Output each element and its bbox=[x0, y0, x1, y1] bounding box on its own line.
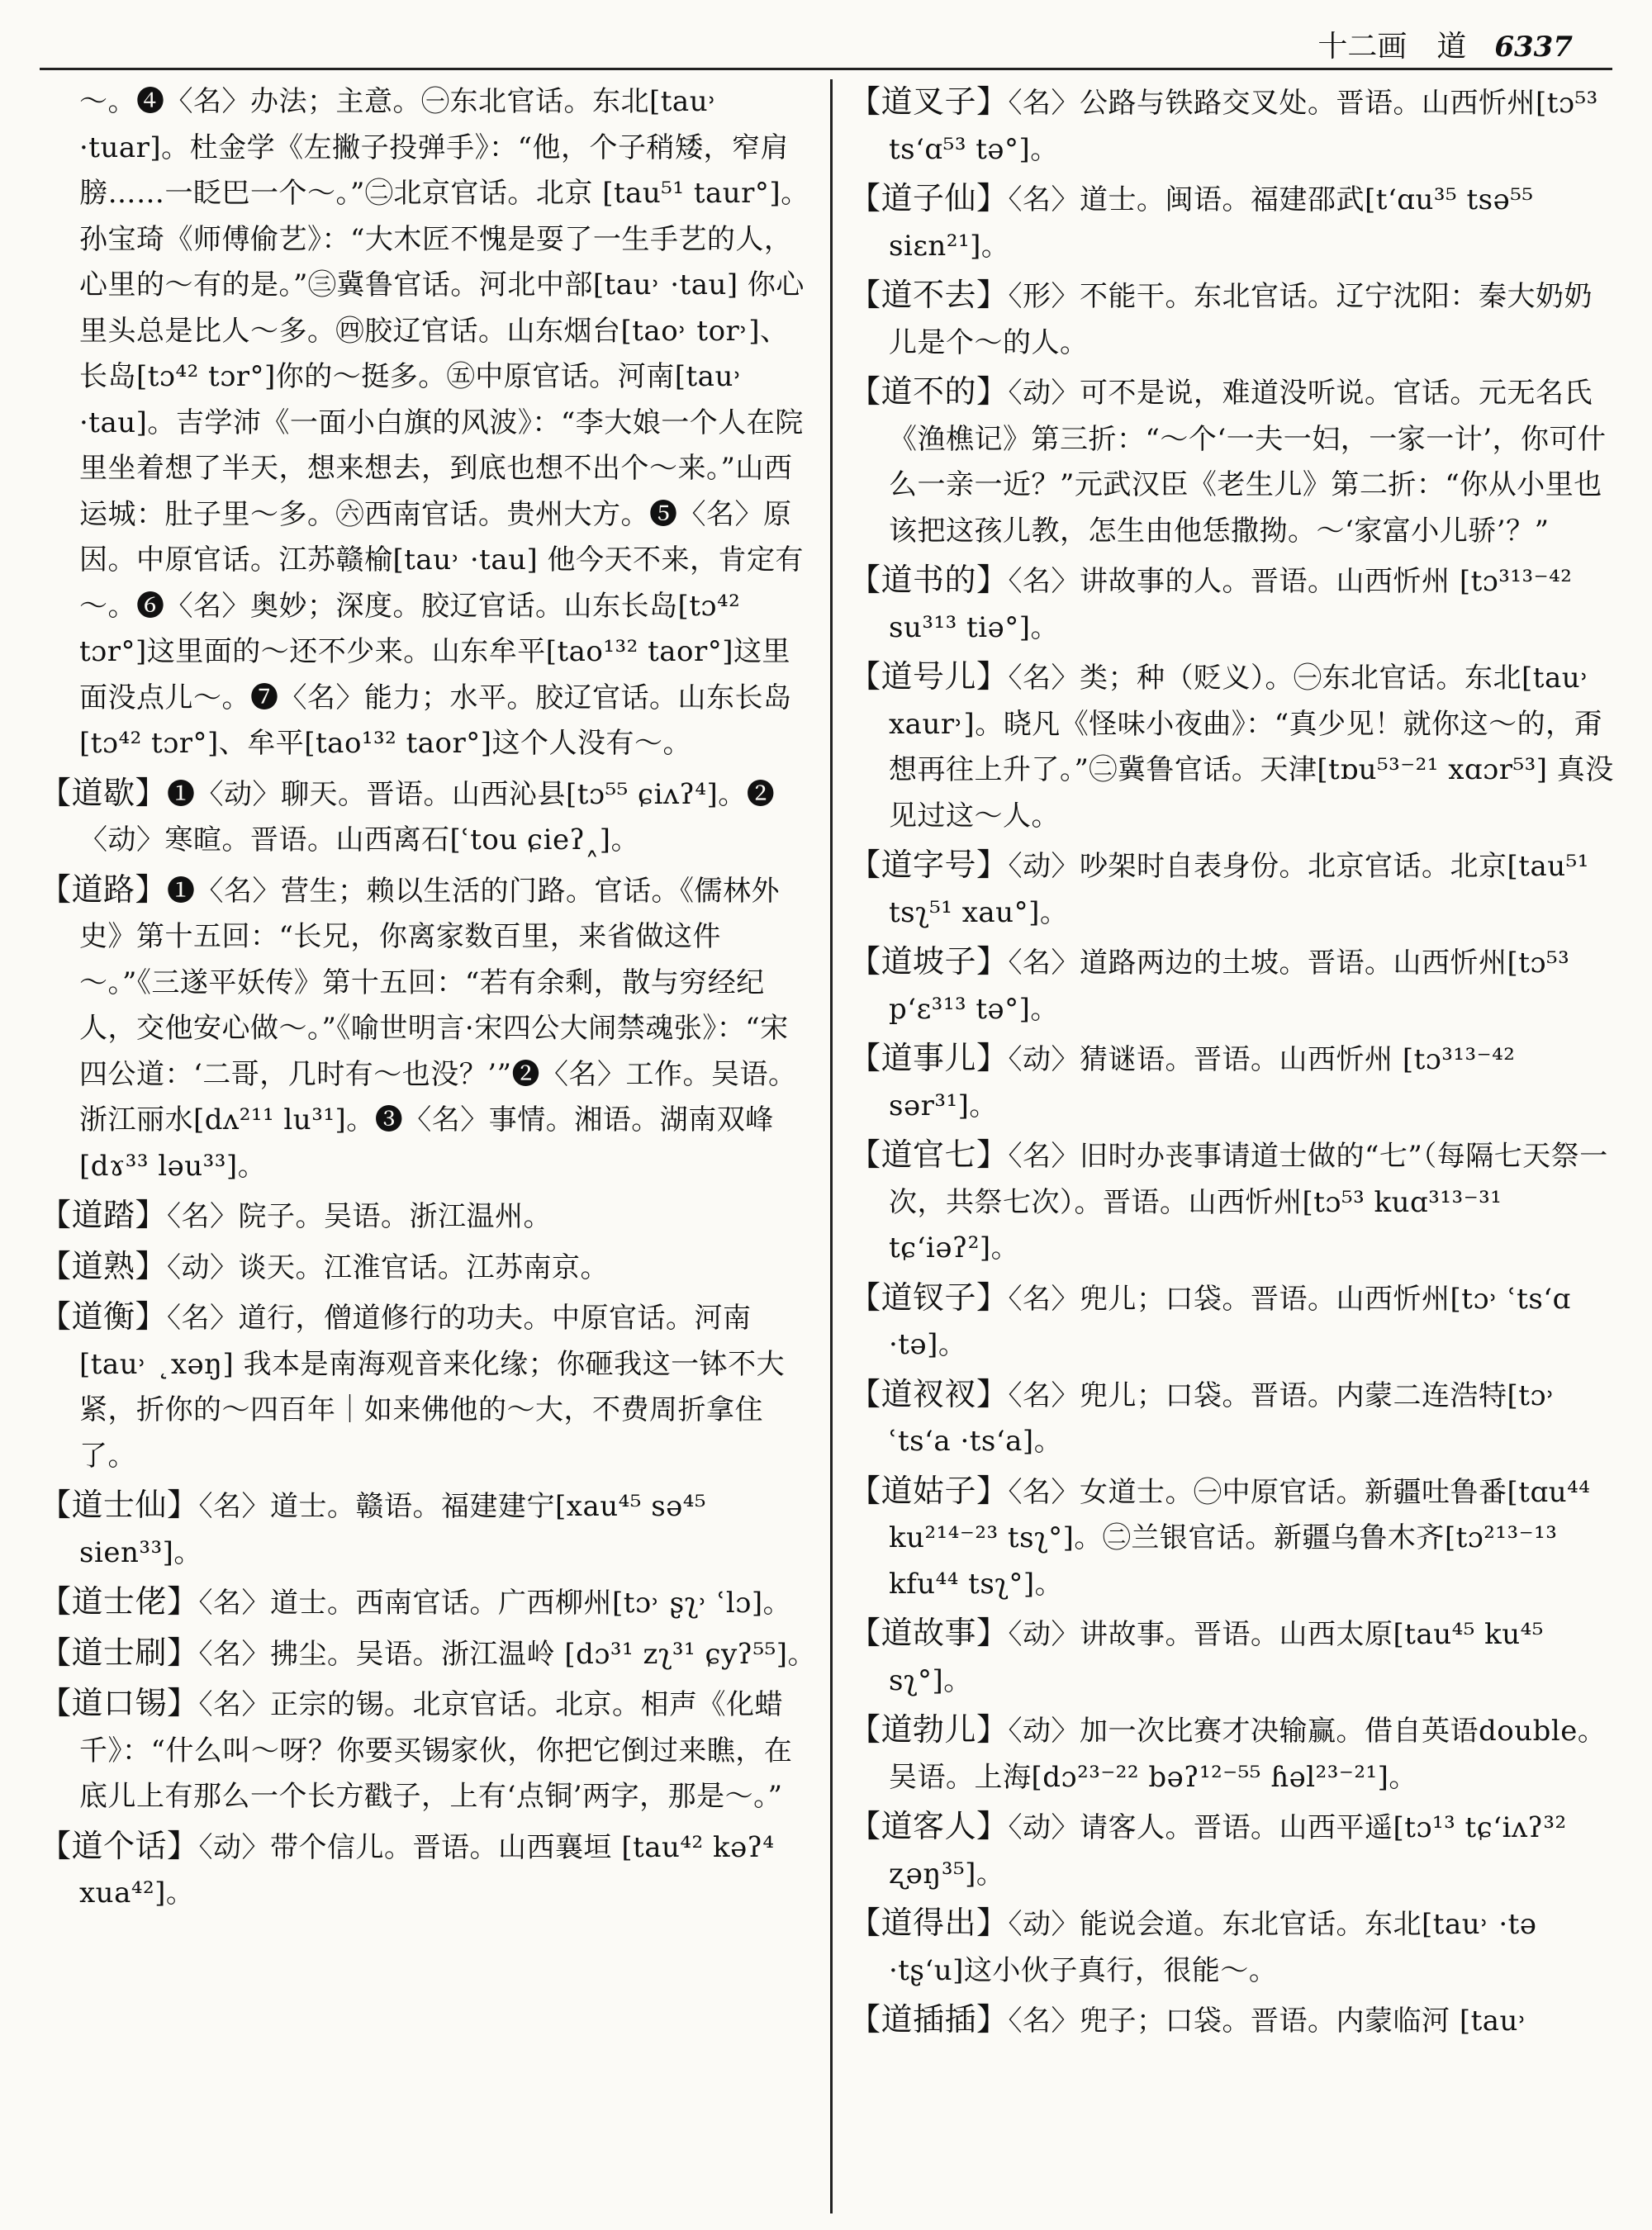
entry-headword: 【道叉子】 bbox=[849, 83, 1009, 120]
entry-definition: 〈名〉讲故事的人。晋语。山西忻州 [tɔ³¹³⁻⁴² su³¹³ tiə°]。 bbox=[889, 565, 1573, 644]
entry-headword: 【道号儿】 bbox=[849, 658, 1009, 695]
dictionary-entry bbox=[849, 939, 1619, 1032]
dictionary-entry bbox=[40, 1193, 816, 1241]
dictionary-entry bbox=[849, 1997, 1619, 2045]
entry-headword: 【道士刷】 bbox=[40, 1634, 199, 1671]
entry-headword: 【道姑子】 bbox=[849, 1472, 1009, 1509]
entry-headword: 【道口锡】 bbox=[40, 1685, 199, 1721]
entry-definition: 〈动〉请客人。晋语。山西平遥[tɔ¹³ tɕʻiʌʔ³² ʐəŋ³⁵]。 bbox=[889, 1811, 1567, 1891]
dictionary-entry bbox=[849, 79, 1619, 173]
entry-definition: 〈名〉旧时办丧事请道士做的“七”（每隔七天祭一次，共祭七次）。晋语。山西忻州[tɔ⁵³ kuɑ³¹³⁻³¹ tɕʻiəʔ²]。 bbox=[889, 1140, 1608, 1264]
entry-definition: 〈名〉兜子；口袋。晋语。内蒙临河 [tau˒ bbox=[1008, 2005, 1527, 2038]
entry-headword: 【道衡】 bbox=[40, 1298, 168, 1335]
dictionary-entry bbox=[849, 1804, 1619, 1897]
dictionary-entry bbox=[849, 1468, 1619, 1608]
dictionary-entry bbox=[849, 176, 1619, 269]
dictionary-entry bbox=[849, 1372, 1619, 1465]
entry-headword: 【道个话】 bbox=[40, 1827, 199, 1864]
entry-definition: ❶〈名〉营生；赖以生活的门路。官话。《儒林外史》第十五回：“长兄，你离家数百里，来省做这件～。”《三遂平妖传》第十五回：“若有余剩，散与穷经纪人，交他安心做～。”《喻世明言·宋四公大闹禁魂张》：“宋四公道：‘二哥，几时有～也没？’”❷〈名〉工作。吴语。浙江丽水[dʌ²¹¹ lu³¹]。❸〈名〉事情。湘语。湖南双峰[dɤ³³ ləu³³]。 bbox=[79, 874, 797, 1183]
entry-definition: 〈形〉不能干。东北官话。辽宁沈阳：秦大奶奶儿是个～的人。 bbox=[889, 280, 1593, 359]
entry-definition: 〈名〉道路两边的土坡。晋语。山西忻州[tɔ⁵³ pʻɛ³¹³ tə°]。 bbox=[889, 947, 1570, 1026]
entry-definition: 〈名〉兜儿；口袋。晋语。内蒙二连浩特[tɔ˒ ʿtsʻa ·tsʻa]。 bbox=[889, 1378, 1555, 1458]
entry-definition: 〈名〉女道士。㊀中原官话。新疆吐鲁番[tɑu⁴⁴ ku²¹⁴⁻²³ tsʅ°]。㊁兰银官话。新疆乌鲁木齐[tɔ²¹³⁻¹³ kfu⁴⁴ tsʅ°]。 bbox=[889, 1475, 1591, 1601]
entry-headword: 【道官七】 bbox=[849, 1136, 1009, 1173]
dictionary-entry bbox=[849, 654, 1619, 839]
entry-headword: 【道士佬】 bbox=[40, 1583, 199, 1620]
entry-definition: 〈动〉能说会道。东北官话。东北[tau˒ ·tə ·tʂʻu]这小伙子真行，很能～。 bbox=[889, 1908, 1537, 1987]
entry-headword: 【道衩衩】 bbox=[849, 1375, 1009, 1412]
column-divider bbox=[830, 79, 833, 2213]
dictionary-entry bbox=[40, 1244, 816, 1292]
dictionary-entry bbox=[40, 1824, 816, 1917]
entry-headword: 【道故事】 bbox=[849, 1615, 1009, 1651]
dictionary-entry bbox=[849, 558, 1619, 651]
entry-definition: 〈名〉拂尘。吴语。浙江温岭 [dɔ³¹ zʅ³¹ ɕyʔ⁵⁵]。 bbox=[198, 1637, 816, 1671]
entry-headword: 【道踏】 bbox=[40, 1197, 168, 1233]
entry-definition: 〈名〉公路与铁路交叉处。晋语。山西忻州[tɔ⁵³ tsʻɑ⁵³ tə°]。 bbox=[889, 87, 1598, 166]
entry-headword: 【道钗子】 bbox=[849, 1279, 1009, 1316]
entry-definition: ～。❹〈名〉办法；主意。㊀东北官话。东北[tau˒ ·tuar]。杜金学《左撇子投弹手》：“他，个子稍矮，窄肩膀……一眨巴一个～。”㊁北京官话。北京 [tau⁵¹ taur°]。孙宝琦《师傅偷艺》：“大木匠不愧是耍了一生手艺的人，心里的～有的是。”㊂冀鲁官话。河北中部[tau˒ ·tau] 你心里头总是比人～多。㊃胶辽官话。山东烟台[tao˒ tor˒]、长岛[tɔ⁴² tɔr°]你的～挺多。㊄中原官话。河南[tau˒ ·tau]。吉学沛《一面小白旗的风波》：“李大娘一个人在院里坐着想了半天，想来想去，到底也想不出个～来。”山西运城：肚子里～多。㊅西南官话。贵州大方。❺〈名〉原因。中原官话。江苏赣榆[tau˒ ·tau] 他今天不来，肯定有～。❻〈名〉奥妙；深度。胶辽官话。山东长岛[tɔ⁴² tɔr°]这里面的～还不少来。山东牟平[tao¹³² taor°]这里面没点儿～。❼〈名〉能力；水平。胶辽官话。山东长岛[tɔ⁴² tɔr°]、牟平[tao¹³² taor°]这个人没有～。 bbox=[79, 85, 809, 760]
entry-definition: 〈名〉类；种（贬义）。㊀东北官话。东北[tau˒ xaur˒]。晓凡《怪味小夜曲》：“真少见！就你这～的，甭想再往上升了。”㊁冀鲁官话。天津[tɒu⁵³⁻²¹ xɑɔr⁵³] 真没见过这～人。 bbox=[889, 662, 1614, 833]
entry-definition: 〈动〉加一次比赛才决输赢。借自英语double。吴语。上海[dɔ²³⁻²² bəʔ¹²⁻⁵⁵ ɦəl²³⁻²¹]。 bbox=[889, 1715, 1607, 1794]
entry-headword: 【道士仙】 bbox=[40, 1487, 199, 1523]
entry-definition: 〈名〉正宗的锡。北京官话。北京。相声《化蜡千》：“什么叫～呀？你要买锡家伙，你把它倒过来瞧，在底儿上有那么一个长方戳子，上有‘点铜’两字，那是～。” bbox=[79, 1688, 793, 1813]
entry-headword: 【道得出】 bbox=[849, 1905, 1009, 1941]
dictionary-entry bbox=[849, 273, 1619, 366]
entry-headword: 【道书的】 bbox=[849, 562, 1009, 598]
section-title: 十二画 道 bbox=[1317, 30, 1467, 64]
entry-headword: 【道歇】 bbox=[40, 774, 168, 811]
running-head bbox=[1317, 23, 1573, 65]
dictionary-entry bbox=[849, 1036, 1619, 1129]
entry-headword: 【道勃儿】 bbox=[849, 1711, 1009, 1748]
entry-headword: 【道客人】 bbox=[849, 1808, 1009, 1844]
entry-headword: 【道不去】 bbox=[849, 277, 1009, 313]
entry-definition: 〈名〉院子。吴语。浙江温州。 bbox=[167, 1200, 553, 1233]
left-column bbox=[40, 79, 816, 2213]
dictionary-entry bbox=[40, 867, 816, 1190]
dictionary-entry bbox=[40, 1483, 816, 1576]
entry-continuation bbox=[40, 79, 816, 767]
right-column bbox=[849, 79, 1619, 2213]
dictionary-entry bbox=[849, 1900, 1619, 1994]
header-rule bbox=[40, 68, 1612, 70]
entry-headword: 【道熟】 bbox=[40, 1247, 168, 1284]
entry-headword: 【道坡子】 bbox=[849, 943, 1009, 980]
entry-definition: 〈动〉谈天。江淮官话。江苏南京。 bbox=[167, 1250, 610, 1284]
entry-definition: 〈名〉道士。闽语。福建邵武[tʻɑu³⁵ tsə⁵⁵ siɛn²¹]。 bbox=[889, 183, 1534, 263]
entry-headword: 【道路】 bbox=[40, 871, 168, 908]
dictionary-entry bbox=[40, 1294, 816, 1479]
entry-definition: 〈动〉讲故事。晋语。山西太原[tau⁴⁵ ku⁴⁵ sʅ°]。 bbox=[889, 1618, 1544, 1697]
dictionary-entry bbox=[849, 1611, 1619, 1704]
entry-definition: 〈名〉道士。西南官话。广西柳州[tɔ˒ ʂʅ˒ ʿlɔ]。 bbox=[198, 1587, 792, 1620]
entry-definition: 〈动〉吵架时自表身份。北京官话。北京[tau⁵¹ tsʅ⁵¹ xau°]。 bbox=[889, 850, 1589, 929]
entry-definition: 〈动〉猜谜语。晋语。山西忻州 [tɔ³¹³⁻⁴² sər³¹]。 bbox=[889, 1043, 1516, 1122]
entry-headword: 【道子仙】 bbox=[849, 180, 1009, 216]
dictionary-entry bbox=[40, 1681, 816, 1820]
page-number: 6337 bbox=[1494, 31, 1573, 64]
entry-definition: ❶〈动〉聊天。晋语。山西沁县[tɔ⁵⁵ ɕiʌʔ⁴]。❷〈动〉寒暄。晋语。山西离石[ʿtou ɕieʔ˰]。 bbox=[79, 777, 776, 856]
entry-definition: 〈名〉道士。赣语。福建建宁[xau⁴⁵ sə⁴⁵ sien³³]。 bbox=[79, 1490, 707, 1569]
dictionary-entry bbox=[849, 1275, 1619, 1369]
dictionary-entry bbox=[40, 1579, 816, 1627]
entry-definition: 〈名〉兜儿；口袋。晋语。山西忻州[tɔ˒ ʿtsʻɑ ·tə]。 bbox=[889, 1282, 1571, 1361]
entry-headword: 【道事儿】 bbox=[849, 1040, 1009, 1076]
dictionary-entry bbox=[40, 771, 816, 864]
dictionary-entry bbox=[849, 1132, 1619, 1272]
dictionary-entry bbox=[849, 369, 1619, 554]
dictionary-entry bbox=[849, 1707, 1619, 1801]
dictionary-entry bbox=[849, 842, 1619, 936]
entry-headword: 【道插插】 bbox=[849, 2001, 1009, 2038]
entry-definition: 〈名〉道行，僧道修行的功夫。中原官话。河南[tau˒ ˛xəŋ] 我本是南海观音来化缘；你砸我这一钵不大紧，折你的～四百年｜如来佛他的～大，不费周折拿住了。 bbox=[79, 1302, 786, 1473]
entry-definition: 〈动〉带个信儿。晋语。山西襄垣 [tau⁴² kəʔ⁴ xua⁴²]。 bbox=[79, 1830, 775, 1910]
entry-headword: 【道字号】 bbox=[849, 847, 1009, 883]
entry-definition: 〈动〉可不是说，难道没听说。官话。元无名氏《渔樵记》第三折：“～个‘一夫一妇，一家一计’，你可什么一亲一近？”元武汉臣《老生儿》第二折：“你从小里也该把这孩儿教，怎生由他恁撒拗。～‘家富小儿骄’？” bbox=[889, 377, 1607, 548]
page-header bbox=[33, 18, 1619, 68]
entry-headword: 【道不的】 bbox=[849, 373, 1009, 410]
dictionary-entry bbox=[40, 1630, 816, 1678]
